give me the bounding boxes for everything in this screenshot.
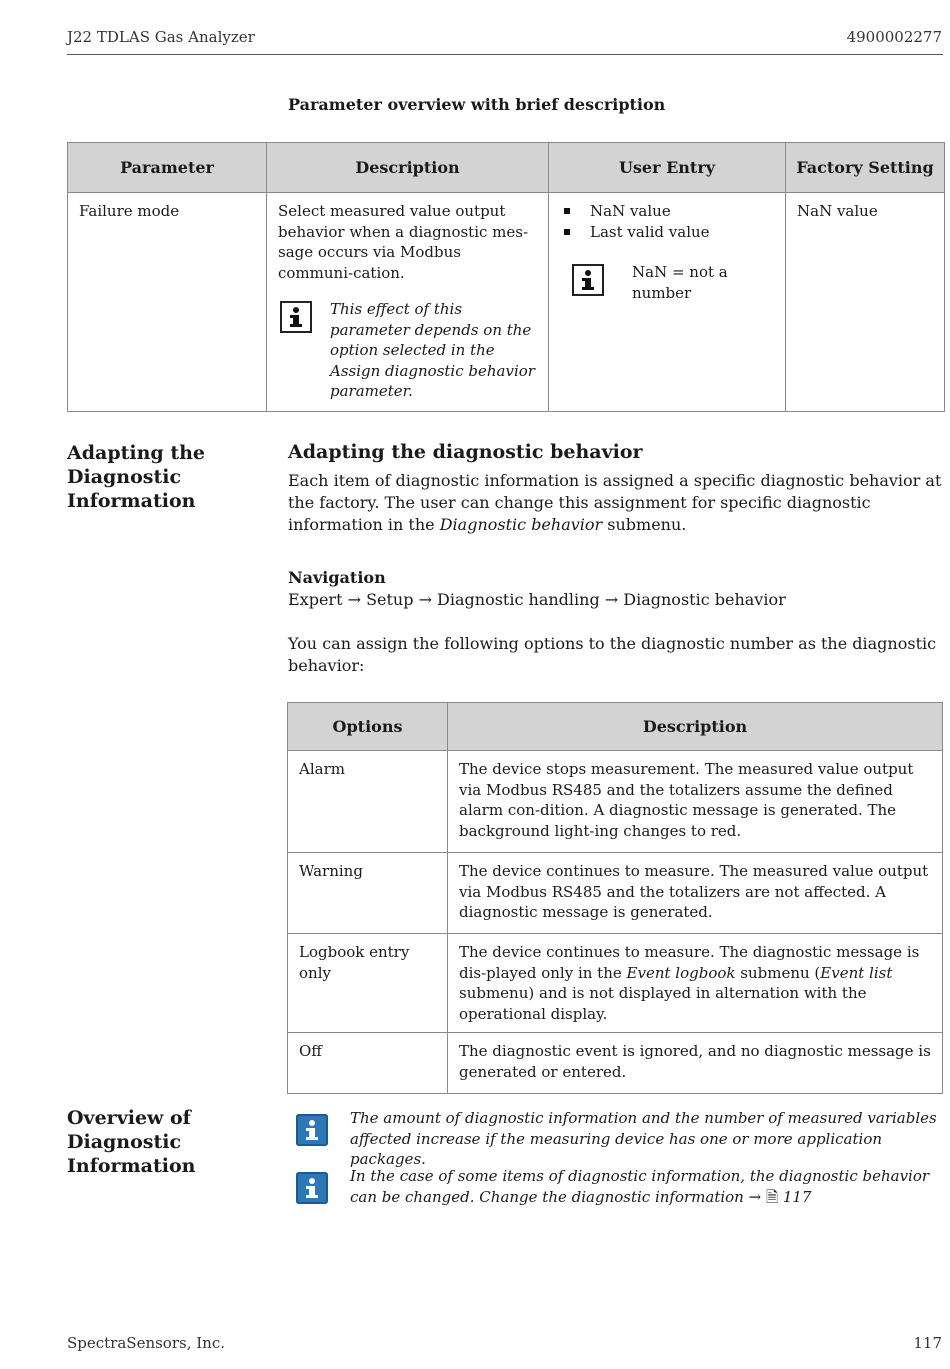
- user-entry-note: NaN = not a number: [632, 263, 728, 302]
- assign-text: You can assign the following options to the diagnostic number as the diagnostic behavior:: [288, 634, 937, 675]
- side-heading-adapting: Adapting the Diagnostic Information: [67, 442, 206, 512]
- note-2: [296, 1166, 944, 1207]
- description-note: This effect of this parameter depends on the option selected in the Assign diagnostic behavior parameter.: [330, 300, 535, 400]
- header-doc-number: 4900002277: [846, 28, 942, 46]
- info-icon: [296, 1172, 328, 1204]
- navigation-label: Navigation: [288, 568, 386, 587]
- cell-description: The device continues to measure. The diagnostic message is dis-played only in the Event logbook submenu (Event list submenu) and is not displayed in alternation with the operational display.: [448, 934, 943, 1033]
- table-row: [288, 853, 943, 934]
- note-2-text: In the case of some items of diagnostic information, the diagnostic behavior can be changed. Change the diagnostic information → 🗎 117: [350, 1167, 930, 1206]
- user-entry-list: [560, 201, 774, 242]
- cell-option: Off: [288, 1033, 448, 1094]
- table-row: [288, 934, 943, 1033]
- info-icon: [572, 264, 604, 296]
- cell-option: Warning: [288, 853, 448, 934]
- options-table: [287, 702, 943, 1094]
- section-title: Adapting the diagnostic behavior: [288, 441, 643, 463]
- intro-paragraph: Each item of diagnostic information is assigned a specific diagnostic behavior at the factory. The user can change this assignment for specific diagnostic information in the Diagnostic behavior submenu.: [288, 471, 942, 534]
- table-row: [288, 1033, 943, 1094]
- parameter-table: [67, 142, 945, 412]
- navigation-path: Expert → Setup → Diagnostic handling → Diagnostic behavior: [288, 590, 786, 609]
- page-ref-icon: 🗎: [765, 1187, 779, 1206]
- col-factory-setting: Factory Setting: [786, 143, 945, 193]
- cell-description: [267, 193, 549, 412]
- table1-caption: Parameter overview with brief description: [288, 95, 666, 114]
- cell-description: The diagnostic event is ignored, and no diagnostic message is generated or entered.: [448, 1033, 943, 1094]
- note-1-text: The amount of diagnostic information and the number of measured variables affected increase if the measuring device has one or more application packages.: [350, 1109, 937, 1168]
- list-item: NaN value: [560, 201, 774, 222]
- header-title: J22 TDLAS Gas Analyzer: [67, 28, 255, 46]
- cell-parameter: Failure mode: [68, 193, 267, 412]
- description-text: Select measured value output behavior when a diagnostic mes-sage occurs via Modbus communi-cation.: [278, 202, 529, 282]
- col-parameter: Parameter: [68, 143, 267, 193]
- note-1: [296, 1108, 944, 1170]
- page-ref-link[interactable]: 117: [782, 1187, 812, 1206]
- footer-company: SpectraSensors, Inc.: [67, 1334, 225, 1352]
- col-user-entry: User Entry: [549, 143, 786, 193]
- info-icon: [280, 301, 312, 333]
- footer-page-number: 117: [913, 1334, 942, 1352]
- cell-description: The device continues to measure. The measured value output via Modbus RS485 and the totalizers are not affected. A diagnostic message is generated.: [448, 853, 943, 934]
- cell-option: Alarm: [288, 751, 448, 853]
- col-description: Description: [448, 703, 943, 751]
- table-row: [288, 751, 943, 853]
- header-rule: [67, 54, 943, 55]
- cell-option: Logbook entry only: [288, 934, 448, 1033]
- table-row: [68, 193, 945, 412]
- list-item: Last valid value: [560, 222, 774, 243]
- cell-description: The device stops measurement. The measured value output via Modbus RS485 and the totalizers assume the defined alarm con-dition. A diagnostic message is generated. The background light-ing changes to red.: [448, 751, 943, 853]
- col-options: Options: [288, 703, 448, 751]
- cell-factory-setting: NaN value: [786, 193, 945, 412]
- cell-user-entry: [549, 193, 786, 412]
- col-description: Description: [267, 143, 549, 193]
- info-icon: [296, 1114, 328, 1146]
- side-heading-overview: Overview of Diagnostic Information: [67, 1107, 196, 1177]
